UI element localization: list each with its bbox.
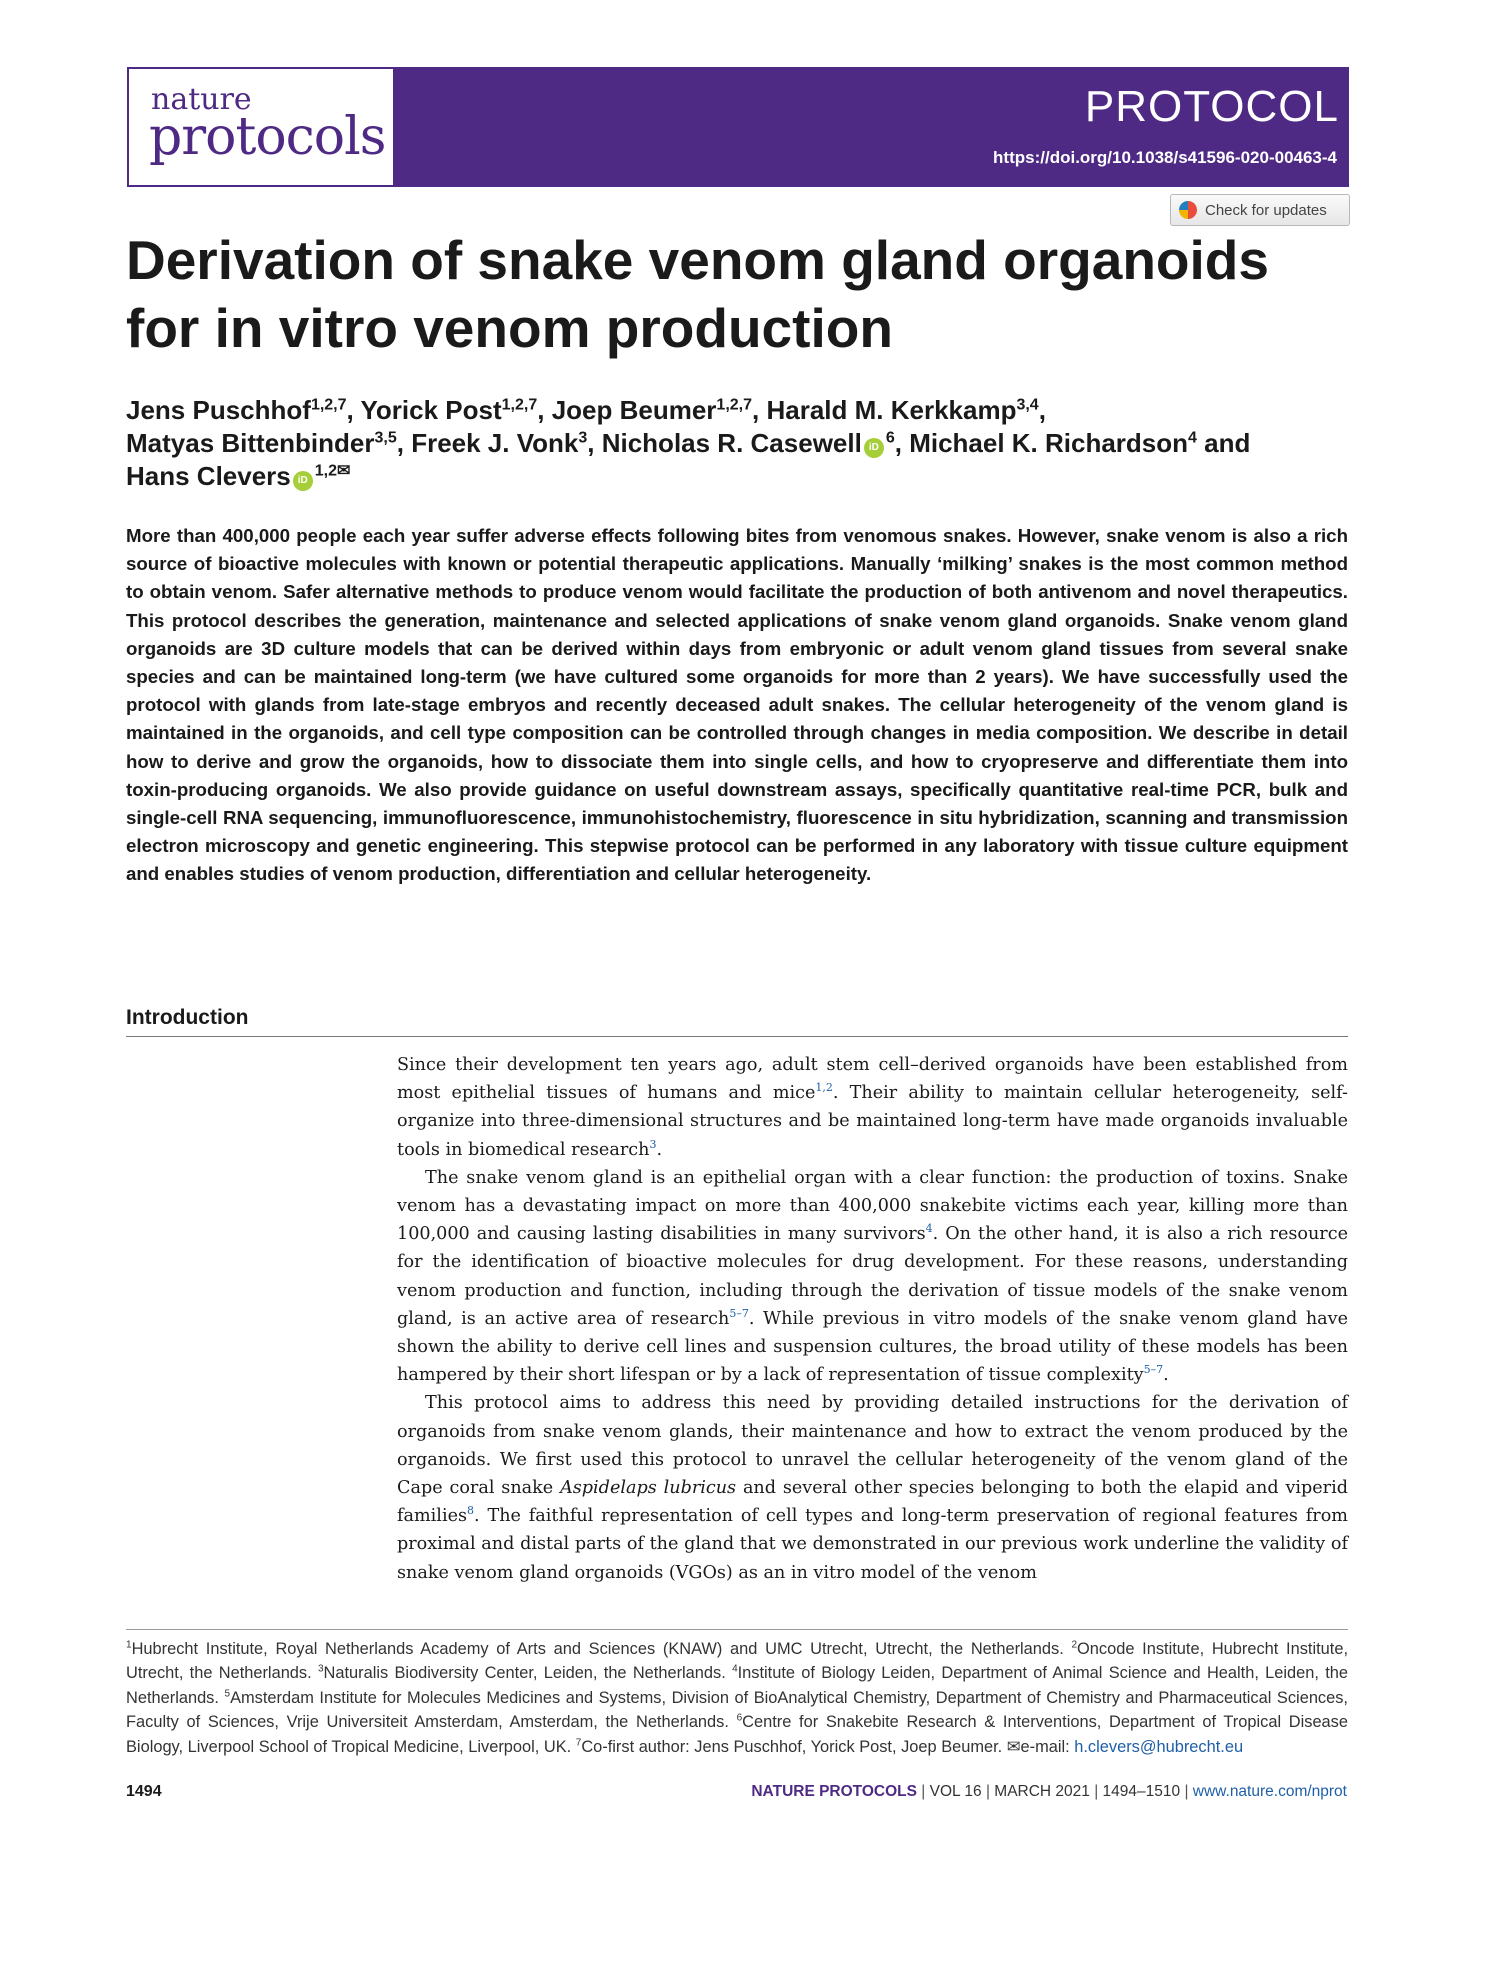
author-name[interactable]: Hans Clevers	[126, 461, 291, 491]
journal-footer	[751, 1783, 1347, 1801]
article-title: Derivation of snake venom gland organoids for in vitro venom production	[126, 229, 1269, 359]
author-separator: ,	[587, 428, 602, 458]
logo-bottom-text: protocols	[149, 107, 386, 167]
affiliation-text: Institute of Biology Leiden, Department of Animal Science and Health, Leiden, the Netherlands.	[126, 1664, 1349, 1707]
citation-link[interactable]: 1,2	[815, 1081, 833, 1095]
citation-link[interactable]: 5–7	[1143, 1363, 1164, 1377]
affiliation-number: 5	[224, 1688, 231, 1700]
author-separator: ,	[752, 395, 767, 425]
check-for-updates-button[interactable]	[1170, 194, 1350, 226]
text-run: . Their ability to maintain cellular heterogeneity, self-organize into three-dimensional structures and be maintained long-term have made organoids invaluable tools in biomedical research	[397, 1083, 1348, 1160]
affiliation-text: Oncode Institute, Hubrecht Institute, Utrecht, the Netherlands.	[126, 1640, 1348, 1683]
paragraph	[397, 1164, 1348, 1390]
author-affiliation: 1,2,7	[716, 396, 753, 414]
affiliations	[126, 1637, 1348, 1759]
author-name[interactable]: Yorick Post	[360, 395, 502, 425]
footnote-divider	[126, 1629, 1348, 1630]
author-affiliation: 6	[885, 429, 895, 447]
abstract: More than 400,000 people each year suffer adverse effects following bites from venomous snakes. However, snake venom is also a rich source of bioactive molecules with known or potential therapeutic applications. Manually ‘milking’ snakes is the most common method to obtain venom. Safer alternative methods to produce venom would facilitate the production of both antivenom and novel therapeutics. This protocol describes the generation, maintenance and selected applications of snake venom gland organoids. Snake venom gland organoids are 3D culture models that can be derived within days from embryonic or adult venom gland tissues from several snake species and can be maintained long-term (we have cultured some organoids for more than 2 years). We have successfully used the protocol with glands from late-stage embryos and recently deceased adult snakes. The cellular heterogeneity of the venom gland is maintained in the organoids, and cell type composition can be controlled through changes in media composition. We describe in detail how to derive and grow the organoids, how to dissociate them into single cells, and how to cryopreserve and differentiate them into toxin-producing organoids. We also provide guidance on useful downstream assays, specifically quantitative real-time PCR, bulk and single-cell RNA sequencing, immunofluorescence, immunohistochemistry, fluorescence in situ hybridization, scanning and transmission electron microscopy and genetic engineering. This stepwise protocol can be performed in any laboratory with tissue culture equipment and enables studies of venom production, differentiation and cellular heterogeneity.	[126, 525, 1348, 885]
author-name[interactable]: Jens Puschhof	[126, 395, 311, 425]
affiliation-number: 4	[732, 1663, 738, 1675]
footer-separator: |	[981, 1783, 995, 1800]
footer-date: MARCH 2021	[994, 1783, 1090, 1800]
footer-separator: |	[917, 1783, 930, 1800]
author-name[interactable]: Harald M. Kerkkamp	[766, 395, 1017, 425]
author-affiliation: 1,2✉	[314, 462, 351, 480]
author-name[interactable]: Joep Beumer	[551, 395, 717, 425]
author-list	[126, 394, 1356, 493]
text-run: .	[1163, 1365, 1169, 1386]
author-separator: ,	[1038, 395, 1046, 425]
author-separator: ,	[894, 428, 910, 458]
author-separator: and	[1196, 428, 1251, 458]
check-for-updates-label: Check for updates	[1205, 201, 1327, 219]
author-name[interactable]: Michael K. Richardson	[909, 428, 1189, 458]
affiliation-text: Co-first author: Jens Puschhof, Yorick Post, Joep Beumer.	[581, 1737, 1007, 1756]
author-affiliation: 3	[578, 429, 588, 447]
journal-logo[interactable]	[127, 67, 395, 187]
introduction-body	[397, 1051, 1348, 1587]
species-name: Aspidelaps lubricus	[560, 1478, 737, 1499]
affiliation-number: 6	[736, 1712, 743, 1724]
author-affiliation: 3,4	[1016, 396, 1039, 414]
text-run: The snake venom gland is an epithelial organ with a clear function: the production of toxins. Snake venom has a devastating impact on more than 400,000 snakebite victims each year, killing more than 100,000 and causing lasting disabilities in many survivors	[397, 1167, 1348, 1245]
citation-link[interactable]: 4	[925, 1222, 933, 1236]
affiliation-number: 2	[1071, 1639, 1078, 1651]
citation-link[interactable]: 8	[467, 1504, 475, 1518]
affiliation-text: Naturalis Biodiversity Center, Leiden, the Netherlands.	[323, 1664, 733, 1683]
author-name[interactable]: Freek J. Vonk	[411, 428, 579, 458]
author-affiliation: 3,5	[374, 429, 397, 447]
affiliation-number: 1	[126, 1639, 132, 1651]
section-divider	[126, 1036, 1348, 1037]
orcid-icon[interactable]: iD	[293, 471, 313, 491]
affiliation-text: Hubrecht Institute, Royal Netherlands Academy of Arts and Sciences (KNAW) and UMC Utrecht, Utrecht, the Netherlands.	[131, 1640, 1072, 1658]
author-separator: ,	[346, 395, 361, 425]
paragraph	[397, 1389, 1348, 1586]
text-run: . On the other hand, it is also a rich resource for the identification of bioactive molecules for drug development. For these reasons, understanding venom production and function, including through the derivation of tissue models of the snake venom gland, is an active area of research	[397, 1224, 1348, 1329]
text-run: . The faithful representation of cell types and long-term preservation of regional features from proximal and distal parts of the gland that we demonstrated in our previous work underline the validity of snake venom gland organoids (VGOs) as an in vitro model of the venom	[397, 1506, 1348, 1583]
email-label: ✉e-mail:	[1006, 1737, 1075, 1756]
author-separator: ,	[396, 428, 412, 458]
page-number: 1494	[126, 1783, 162, 1800]
text-run: .	[656, 1139, 663, 1160]
affiliation-number: 7	[575, 1737, 582, 1749]
footer-journal: NATURE PROTOCOLS	[751, 1783, 917, 1800]
affiliation-number: 3	[317, 1663, 324, 1675]
footer-volume: VOL 16	[929, 1783, 982, 1800]
text-run: . While previous in vitro models of the snake venom gland have shown the ability to derive cell lines and suspension cultures, the broad utility of these models has been hampered by their short lifespan or by a lack of representation of tissue complexity	[397, 1308, 1348, 1386]
author-separator: ,	[537, 395, 552, 425]
crossmark-icon	[1179, 201, 1197, 219]
affiliation-text: Amsterdam Institute for Molecules Medicines and Systems, Division of BioAnalytical Chemistry, Department of Chemistry and Pharmaceutical Sciences, Faculty of Sciences, Vrije Universiteit Amsterdam, Amsterdam, the Netherlands.	[126, 1688, 1348, 1732]
footer-separator: |	[1089, 1783, 1103, 1800]
footer-separator: |	[1180, 1783, 1193, 1800]
article-type: PROTOCOL	[1084, 82, 1339, 131]
affiliation-text: Centre for Snakebite Research & Interventions, Department of Tropical Disease Biology, Liverpool School of Tropical Medicine, Liverpool, UK.	[126, 1713, 1348, 1756]
email-link[interactable]: h.clevers@hubrecht.eu	[1074, 1737, 1244, 1756]
author-affiliation: 1,2,7	[310, 396, 347, 414]
author-affiliation: 1,2,7	[501, 396, 538, 414]
section-heading: Introduction	[126, 1006, 249, 1029]
citation-link[interactable]: 5–7	[729, 1306, 749, 1320]
author-name[interactable]: Nicholas R. Casewell	[601, 428, 862, 458]
text-run: and several other species belonging to both the elapid and viperid families	[397, 1478, 1348, 1527]
footer-url-link[interactable]: www.nature.com/nprot	[1192, 1783, 1347, 1800]
citation-link[interactable]: 3	[649, 1137, 657, 1151]
text-run: This protocol aims to address this need by providing detailed instructions for the derivation of organoids from snake venom glands, their maintenance and how to extract the venom produced by the organoids. We first used this protocol to unravel the cellular heterogeneity of the venom gland of the Cape coral snake	[397, 1393, 1348, 1499]
text-run: Since their development ten years ago, adult stem cell–derived organoids have been established from most epithelial tissues of humans and mice	[397, 1055, 1348, 1104]
orcid-icon[interactable]: iD	[864, 438, 884, 458]
logo-top-text: nature	[151, 82, 252, 117]
author-affiliation: 4	[1188, 429, 1197, 447]
author-name[interactable]: Matyas Bittenbinder	[126, 428, 375, 458]
doi-link[interactable]: https://doi.org/10.1038/s41596-020-00463-4	[993, 148, 1337, 167]
footer-pages: 1494–1510	[1102, 1783, 1181, 1800]
paragraph	[397, 1051, 1348, 1164]
